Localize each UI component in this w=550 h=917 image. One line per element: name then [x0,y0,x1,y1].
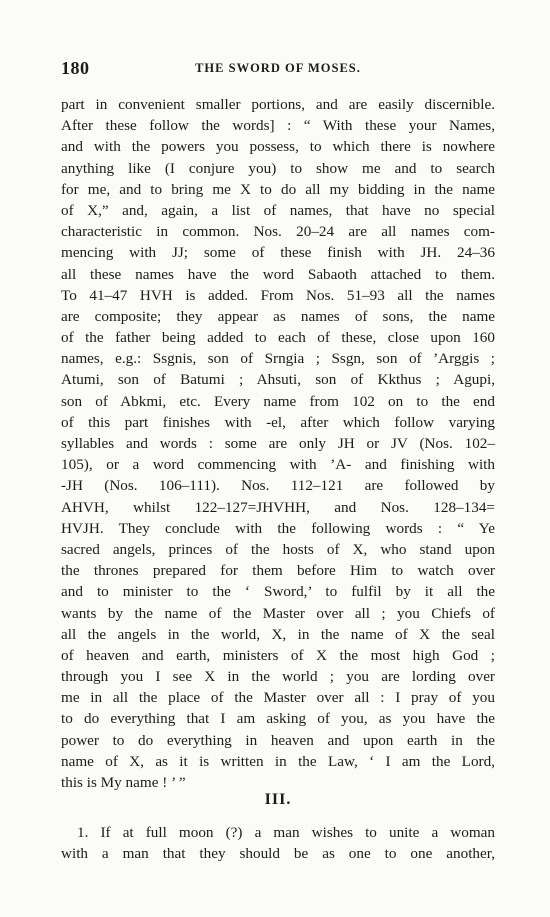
page-number: 180 [61,58,90,78]
text-line: of heaven and earth, ministers of X the most high God ; [61,646,495,664]
text-line: are composite; they appear as names of sons, the name [61,307,495,325]
text-line: sacred angels, princes of the hosts of X, who stand upon [61,540,495,558]
text-line: Atumi, son of Batumi ; Ahsuti, son of Kkthus ; Agupi, [61,371,495,389]
text-line: name of X, as it is written in the Law, ‘ I am the Lord, [61,752,495,770]
text-line: and with the powers you possess, to which there is nowhere [61,138,495,156]
text-line: for me, and to bring me X to do all my bidding in the name [61,180,495,198]
text-line: the thrones prepared for them before Him to watch over [61,562,495,580]
body-paragraph [61,94,495,793]
text-line: through you I see X in the world ; you are lording over [61,668,495,686]
text-line: 105), or a word commencing with ’A- and finishing with [61,456,495,474]
text-line: To 41–47 HVH is added. From Nos. 51–93 all the names [61,286,495,304]
text-line: of this part finishes with -el, after which follow varying [61,413,495,431]
text-line: part in convenient smaller portions, and are easily discernible. [61,96,495,113]
text-line: all these names have the word Sabaoth attached to them. [61,265,495,283]
text-line: names, e.g.: Ssgnis, son of Srngia ; Ssgn, son of ’Arggis ; [61,350,495,368]
text-line: wants by the name of the Master over all ; you Chiefs of [61,604,495,622]
running-title: THE SWORD OF MOSES. [195,61,361,75]
text-line: characteristic in common. Nos. 20–24 are all names com- [61,223,495,241]
text-line: me in all the place of the Master over all : I pray of you [61,689,495,707]
text-line: with a man that they should be as one to one another, [61,845,495,863]
text-line: 1. If at full moon (?) a man wishes to unite a woman [77,824,495,841]
text-line: AHVH, whilst 122–127=JHVHH, and Nos. 128–134= [61,498,495,516]
text-line: this is My name ! ’ ” [61,774,186,791]
section-paragraph [61,822,495,864]
text-line: and to minister to the ‘ Sword,’ to fulfil by it all the [61,583,495,601]
text-line: After these follow the words] : “ With these your Names, [61,117,495,135]
text-line: mencing with JJ; some of these finish with JH. 24–36 [61,244,495,262]
text-line: -JH (Nos. 106–111). Nos. 112–121 are followed by [61,477,495,495]
text-line: syllables and words : some are only JH or JV (Nos. 102– [61,435,495,452]
text-line: HVJH. They conclude with the following words : “ Ye [61,519,495,537]
text-line: all the angels in the world, X, in the name of X the seal [61,625,495,643]
text-line: son of Abkmi, etc. Every name from 102 on to the end [61,392,495,410]
text-line: of the father being added to each of these, close upon 160 [61,329,495,347]
text-line: to do everything that I am asking of you, as you have the [61,710,495,728]
text-line: power to do everything in heaven and upon earth in the [61,731,495,749]
section-heading: III. [264,791,292,808]
page-header [61,58,495,84]
text-line: of X,” and, again, a list of names, that have no special [61,201,495,219]
text-line: anything like (I conjure you) to show me and to search [61,159,495,177]
